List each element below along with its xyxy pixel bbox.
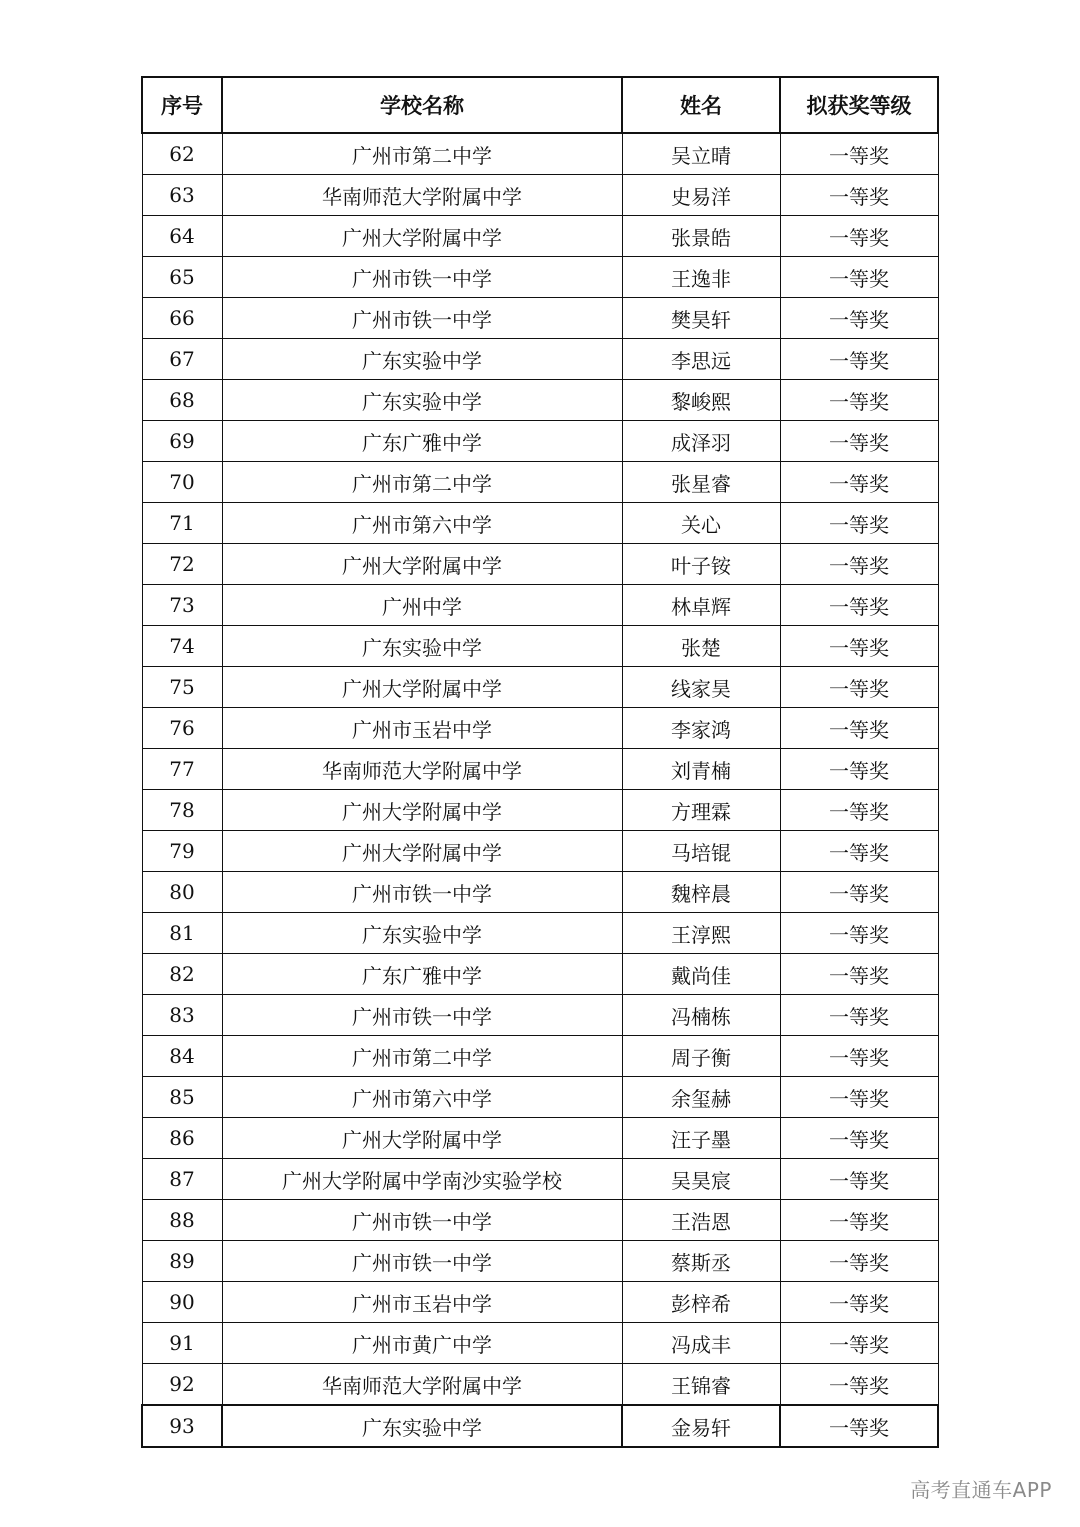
cell-school: 广州市第六中学 [222, 1077, 622, 1118]
cell-seq: 67 [142, 339, 222, 380]
table-row [142, 667, 938, 708]
cell-award: 一等奖 [780, 1036, 938, 1077]
table-row [142, 216, 938, 257]
cell-school: 广州市铁一中学 [222, 257, 622, 298]
cell-school: 广州大学附属中学 [222, 1118, 622, 1159]
cell-award: 一等奖 [780, 1364, 938, 1406]
cell-award: 一等奖 [780, 667, 938, 708]
cell-award: 一等奖 [780, 133, 938, 175]
cell-seq: 79 [142, 831, 222, 872]
cell-seq: 68 [142, 380, 222, 421]
table-row [142, 1077, 938, 1118]
cell-name: 刘青楠 [622, 749, 780, 790]
cell-award: 一等奖 [780, 1200, 938, 1241]
table-row [142, 790, 938, 831]
cell-school: 华南师范大学附属中学 [222, 1364, 622, 1406]
cell-seq: 86 [142, 1118, 222, 1159]
cell-school: 广东广雅中学 [222, 954, 622, 995]
cell-seq: 89 [142, 1241, 222, 1282]
cell-seq: 71 [142, 503, 222, 544]
cell-school: 广东实验中学 [222, 380, 622, 421]
cell-school: 广州大学附属中学 [222, 790, 622, 831]
cell-name: 方理霖 [622, 790, 780, 831]
cell-school: 广州市第二中学 [222, 462, 622, 503]
cell-award: 一等奖 [780, 257, 938, 298]
cell-school: 广州市第二中学 [222, 1036, 622, 1077]
cell-award: 一等奖 [780, 831, 938, 872]
watermark-text: 高考直通车APP [910, 1478, 1052, 1502]
cell-school: 广州大学附属中学 [222, 544, 622, 585]
cell-school: 广东实验中学 [222, 913, 622, 954]
cell-award: 一等奖 [780, 790, 938, 831]
header-row [142, 77, 938, 133]
cell-name: 叶子铵 [622, 544, 780, 585]
table-row [142, 585, 938, 626]
cell-name: 线家昊 [622, 667, 780, 708]
cell-award: 一等奖 [780, 872, 938, 913]
cell-award: 一等奖 [780, 380, 938, 421]
cell-name: 李家鸿 [622, 708, 780, 749]
cell-name: 冯成丰 [622, 1323, 780, 1364]
table-row [142, 1282, 938, 1323]
cell-name: 史易洋 [622, 175, 780, 216]
cell-seq: 69 [142, 421, 222, 462]
cell-seq: 78 [142, 790, 222, 831]
cell-award: 一等奖 [780, 175, 938, 216]
cell-school: 广东广雅中学 [222, 421, 622, 462]
cell-award: 一等奖 [780, 462, 938, 503]
table-row [142, 995, 938, 1036]
table-row [142, 257, 938, 298]
cell-name: 余玺赫 [622, 1077, 780, 1118]
cell-award: 一等奖 [780, 1159, 938, 1200]
cell-seq: 74 [142, 626, 222, 667]
table-header [142, 77, 938, 133]
cell-award: 一等奖 [780, 626, 938, 667]
table-row [142, 1323, 938, 1364]
table-row [142, 1036, 938, 1077]
table-row [142, 708, 938, 749]
cell-seq: 91 [142, 1323, 222, 1364]
cell-name: 魏梓晨 [622, 872, 780, 913]
cell-seq: 84 [142, 1036, 222, 1077]
cell-name: 吴昊宸 [622, 1159, 780, 1200]
cell-seq: 75 [142, 667, 222, 708]
cell-seq: 87 [142, 1159, 222, 1200]
table-row [142, 380, 938, 421]
cell-award: 一等奖 [780, 339, 938, 380]
cell-school: 广州中学 [222, 585, 622, 626]
cell-seq: 93 [142, 1405, 222, 1447]
cell-award: 一等奖 [780, 1077, 938, 1118]
cell-seq: 63 [142, 175, 222, 216]
cell-school: 广州大学附属中学 [222, 667, 622, 708]
cell-school: 广东实验中学 [222, 626, 622, 667]
cell-school: 广州市铁一中学 [222, 995, 622, 1036]
cell-seq: 76 [142, 708, 222, 749]
header-award: 拟获奖等级 [780, 77, 938, 133]
cell-name: 戴尚佳 [622, 954, 780, 995]
cell-name: 黎峻熙 [622, 380, 780, 421]
cell-award: 一等奖 [780, 503, 938, 544]
cell-school: 广州市铁一中学 [222, 872, 622, 913]
cell-award: 一等奖 [780, 1241, 938, 1282]
table-row [142, 462, 938, 503]
table-row [142, 175, 938, 216]
cell-seq: 92 [142, 1364, 222, 1406]
cell-name: 汪子墨 [622, 1118, 780, 1159]
cell-name: 樊昊轩 [622, 298, 780, 339]
table-row [142, 1200, 938, 1241]
header-name: 姓名 [622, 77, 780, 133]
cell-school: 广州大学附属中学 [222, 831, 622, 872]
cell-award: 一等奖 [780, 544, 938, 585]
cell-school: 广州市第二中学 [222, 133, 622, 175]
cell-school: 广州市黄广中学 [222, 1323, 622, 1364]
cell-award: 一等奖 [780, 585, 938, 626]
cell-award: 一等奖 [780, 1282, 938, 1323]
cell-seq: 88 [142, 1200, 222, 1241]
table-row [142, 1159, 938, 1200]
cell-award: 一等奖 [780, 1405, 938, 1447]
cell-school: 广东实验中学 [222, 1405, 622, 1447]
cell-school: 广州市第六中学 [222, 503, 622, 544]
cell-seq: 82 [142, 954, 222, 995]
cell-name: 吴立晴 [622, 133, 780, 175]
cell-name: 林卓辉 [622, 585, 780, 626]
cell-seq: 65 [142, 257, 222, 298]
table-row [142, 1364, 938, 1406]
cell-name: 王浩恩 [622, 1200, 780, 1241]
table-row [142, 1118, 938, 1159]
cell-school: 广州市铁一中学 [222, 298, 622, 339]
table-row [142, 1405, 938, 1447]
table-row [142, 872, 938, 913]
cell-seq: 90 [142, 1282, 222, 1323]
cell-award: 一等奖 [780, 216, 938, 257]
table-row [142, 421, 938, 462]
cell-seq: 77 [142, 749, 222, 790]
cell-name: 蔡斯丞 [622, 1241, 780, 1282]
cell-award: 一等奖 [780, 298, 938, 339]
cell-name: 张楚 [622, 626, 780, 667]
table-row [142, 831, 938, 872]
cell-school: 广州市玉岩中学 [222, 1282, 622, 1323]
cell-seq: 66 [142, 298, 222, 339]
cell-seq: 70 [142, 462, 222, 503]
cell-seq: 72 [142, 544, 222, 585]
cell-name: 王淳熙 [622, 913, 780, 954]
table-row [142, 1241, 938, 1282]
cell-award: 一等奖 [780, 1118, 938, 1159]
cell-award: 一等奖 [780, 421, 938, 462]
cell-seq: 73 [142, 585, 222, 626]
cell-seq: 64 [142, 216, 222, 257]
cell-name: 周子衡 [622, 1036, 780, 1077]
cell-school: 广州市玉岩中学 [222, 708, 622, 749]
cell-award: 一等奖 [780, 749, 938, 790]
cell-school: 华南师范大学附属中学 [222, 749, 622, 790]
cell-name: 张景皓 [622, 216, 780, 257]
table-row [142, 749, 938, 790]
header-school: 学校名称 [222, 77, 622, 133]
cell-seq: 81 [142, 913, 222, 954]
cell-name: 冯楠栋 [622, 995, 780, 1036]
header-seq: 序号 [142, 77, 222, 133]
cell-name: 马培锟 [622, 831, 780, 872]
cell-award: 一等奖 [780, 1323, 938, 1364]
cell-school: 广东实验中学 [222, 339, 622, 380]
table-row [142, 133, 938, 175]
cell-award: 一等奖 [780, 913, 938, 954]
table-row [142, 913, 938, 954]
table-row [142, 503, 938, 544]
table-row [142, 339, 938, 380]
cell-seq: 62 [142, 133, 222, 175]
cell-award: 一等奖 [780, 708, 938, 749]
table-row [142, 298, 938, 339]
cell-name: 金易轩 [622, 1405, 780, 1447]
cell-seq: 85 [142, 1077, 222, 1118]
table-body [142, 133, 938, 1447]
cell-name: 王逸非 [622, 257, 780, 298]
cell-school: 广州市铁一中学 [222, 1241, 622, 1282]
cell-school: 广州市铁一中学 [222, 1200, 622, 1241]
cell-name: 李思远 [622, 339, 780, 380]
cell-school: 广州大学附属中学南沙实验学校 [222, 1159, 622, 1200]
cell-name: 成泽羽 [622, 421, 780, 462]
table-row [142, 544, 938, 585]
table-row [142, 954, 938, 995]
cell-award: 一等奖 [780, 954, 938, 995]
cell-school: 广州大学附属中学 [222, 216, 622, 257]
table-row [142, 626, 938, 667]
cell-name: 关心 [622, 503, 780, 544]
cell-award: 一等奖 [780, 995, 938, 1036]
award-list-table [141, 76, 939, 1448]
cell-seq: 83 [142, 995, 222, 1036]
cell-name: 王锦睿 [622, 1364, 780, 1406]
cell-name: 彭梓希 [622, 1282, 780, 1323]
cell-seq: 80 [142, 872, 222, 913]
cell-school: 华南师范大学附属中学 [222, 175, 622, 216]
cell-name: 张星睿 [622, 462, 780, 503]
